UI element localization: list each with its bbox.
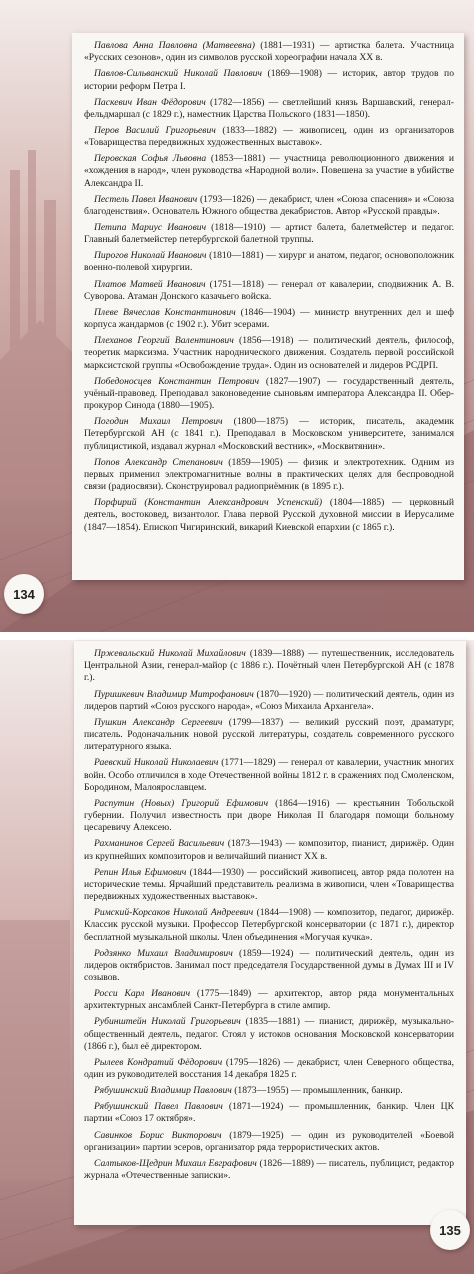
glossary-entry [84, 125, 454, 149]
person-name: Пуришкевич Владимир Митрофанович [94, 688, 254, 700]
person-name: Римский-Корсаков Николай Андреевич [94, 907, 254, 919]
person-description: (1871—1924) — промышленник, банкир. Член ЦК партии «Союз 17 октября». [84, 1101, 455, 1125]
person-description: (1873—1943) — композитор, пианист, дирижёр. Один из крупнейших композиторов и величайший пианист XX в. [84, 838, 454, 862]
glossary-entry [84, 717, 454, 754]
glossary-entry [84, 97, 454, 121]
glossary-entry [84, 798, 454, 835]
person-name: Репин Илья Ефимович [94, 866, 187, 878]
person-name: Плеве Вячеслав Константинович [94, 306, 236, 318]
person-name: Порфирий (Константин Александрович Успенский) [94, 497, 323, 509]
person-description: (1870—1920) — политический деятель, один из лидеров партий «Союз русского народа», «Союз Михаила Архангела». [84, 688, 454, 712]
person-name: Распутин (Новых) Григорий Ефимович [94, 797, 269, 809]
glossary-entry [84, 376, 454, 413]
glossary-entry [84, 68, 454, 92]
person-name: Перов Василий Григорьевич [94, 124, 216, 136]
person-description: (1881—1931) — артистка балета. Участница «Русских сезонов», один из символов русской хореографии начала XX в. [84, 40, 454, 64]
person-description: (1839—1888) — путешественник, исследователь Центральной Азии, генерал-майор (с 1886 г.). Почётный член Петербургской АН (с 1878 г.). [84, 648, 455, 684]
glossary-entry [84, 307, 454, 331]
glossary-entry [84, 335, 454, 372]
glossary-entry [84, 1057, 454, 1081]
person-name: Пушкин Александр Сергеевич [94, 716, 223, 728]
person-description: (1859—1924) — политический деятель, один из лидеров октябристов. Занимал пост председателя Государственной думы в Думах III и IV созывов. [84, 947, 454, 983]
person-description: (1856—1918) — политический деятель, философ, теоретик марксизма. Участник народнического движения. Создатель первой российской марксистской группы «Освобождение труда». Один из основателей и лидеров РСДРП. [84, 335, 454, 371]
person-name: Рылеев Кондратий Фёдорович [94, 1056, 223, 1068]
page-gap [0, 632, 474, 640]
person-description: (1859—1905) — физик и электротехник. Одним из первых применил электромагнитные волны в практических целях для беспроводной связи (радиосвязи). Сконструировал радиоприёмник (в 1895 г.). [84, 456, 454, 493]
glossary-entry [84, 867, 454, 904]
person-description: (1751—1818) — генерал от кавалерии, сподвижник А. В. Суворова. Атаман Донского казачьего войска. [84, 278, 454, 302]
person-description: (1853—1881) — участница революционного движения и «хождения в народ», член руководства «Народной воли». Повешена за участие в убийстве Александра II. [84, 153, 454, 189]
glossary-entry [84, 689, 454, 713]
person-description: (1775—1849) — архитектор, автор ряда монументальных архитектурных ансамблей Санкт-Петербурга в стиле ампир. [84, 988, 454, 1012]
person-name: Павлов-Сильванский Николай Павлович [94, 68, 262, 80]
person-description: (1835—1881) — пианист, дирижёр, музыкально-общественный деятель, педагог. Стоял у истоков основания Московской консерватории (1866 г.), был её директором. [84, 1016, 454, 1052]
person-description: (1793—1826) — декабрист, член «Союза спасения» и «Союза благоденствия». Основатель Южного общества декабристов. Автор «Русской правды». [84, 193, 454, 217]
person-name: Савинков Борис Викторович [94, 1129, 222, 1141]
glossary-list-135 [84, 648, 454, 1186]
person-description: (1869—1908) — историк, автор трудов по истории реформ Петра I. [84, 68, 454, 92]
person-name: Плеханов Георгий Валентинович [94, 335, 234, 347]
person-name: Платов Матвей Иванович [94, 278, 206, 290]
person-name: Росси Карл Иванович [94, 988, 191, 1000]
person-description: (1864—1916) — крестьянин Тобольской губернии. Получил известность при дворе Николая II благодаря помощи больному цесаревичу Алексею. [84, 797, 455, 834]
glossary-entry [84, 1085, 454, 1097]
person-description: (1846—1904) — министр внутренних дел и шеф корпуса жандармов (с 1902 г.). Убит эсерами. [84, 306, 454, 331]
person-description: (1810—1881) — хирург и анатом, педагог, основоположник военно-полевой хирургии. [84, 250, 454, 274]
person-description: (1873—1955) — промышленник, банкир. [231, 1085, 403, 1097]
person-description: (1800—1875) — историк, писатель, академик Петербургской АН (с 1841 г.). Преподавал в Московском университете, занимался публицистикой, издавал журнал «Московский вестник», «Москвитянин». [84, 416, 454, 452]
person-name: Пестель Павел Иванович [94, 193, 198, 205]
person-name: Родзянко Михаил Владимирович [94, 947, 233, 959]
person-description: (1844—1930) — российский живописец, автор ряда полотен на исторические темы. Ярчайший представитель реализма в живописи, член «Товарищества передвижных художественных выставок». [84, 866, 454, 902]
glossary-entry [84, 838, 454, 862]
person-description: (1795—1826) — декабрист, член Северного общества, один из руководителей восстания 14 декабря 1825 г. [84, 1056, 454, 1081]
person-description: (1771—1829) — генерал от кавалерии, участник многих войн. Особо отличился в ходе Отечественной войны 1812 г. в сражениях под Смоленском, Бородином, Малоярославцем. [84, 757, 454, 793]
glossary-entry [84, 1158, 454, 1182]
glossary-entry [84, 416, 454, 453]
person-name: Рябушинский Владимир Павлович [94, 1085, 232, 1097]
person-description: (1804—1885) — церковный деятель, востоковед, византолог. Глава первой Русской духовной миссии в Иерусалиме (1847—1854). Епископ Чигиринский, викарий Киевской епархии (с 1865 г.). [84, 497, 454, 533]
person-description: (1833—1882) — живописец, один из организаторов «Товарищества передвижных художественных выставок». [84, 124, 454, 149]
person-description: (1799—1837) — великий русский поэт, драматург, писатель. Родоначальник новой русской литературы, создатель современного русского литературного языка. [84, 716, 454, 753]
person-description: (1818—1910) — артист балета, балетмейстер и педагог. Главный балетмейстер петербургской балетной труппы. [84, 221, 454, 246]
person-name: Перовская Софья Львовна [94, 153, 207, 165]
glossary-entry [84, 648, 454, 685]
person-name: Петипа Мариус Иванович [94, 221, 207, 233]
person-name: Паскевич Иван Фёдорович [94, 96, 206, 108]
person-name: Попов Александр Степанович [94, 456, 223, 468]
glossary-entry [84, 757, 454, 794]
glossary-entry [84, 222, 454, 246]
glossary-entry [84, 457, 454, 494]
glossary-entry [84, 194, 454, 218]
glossary-entry [84, 907, 454, 944]
person-name: Пржевальский Николай Михайлович [94, 648, 246, 659]
glossary-entry [84, 948, 454, 985]
page-number-134: 134 [4, 574, 44, 614]
person-name: Рубинштейн Николай Григорьевич [94, 1016, 241, 1028]
glossary-list-134 [84, 40, 454, 538]
person-description: (1844—1908) — композитор, педагог, дирижёр. Классик русской музыки. Профессор Петербургской консерватории (с 1871 г.), директор бесплатной музыкальной школы. Член объединения «Могучая кучка». [84, 907, 454, 943]
glossary-entry [84, 1130, 454, 1154]
glossary-entry [84, 40, 454, 64]
glossary-entry [84, 250, 454, 274]
person-description: (1827—1907) — государственный деятель, учёный-правовед. Преподавал законоведение сыновьям императора Александра II. Обер-прокурор Синода (1880—1905). [84, 375, 454, 412]
person-name: Победоносцев Константин Петрович [94, 375, 260, 387]
page-number-135: 135 [430, 1210, 470, 1250]
person-name: Рахманинов Сергей Васильевич [94, 838, 225, 850]
person-name: Рябушинский Павел Павлович [94, 1101, 223, 1113]
person-name: Погодин Михаил Петрович [94, 416, 223, 428]
person-name: Салтыков-Щедрин Михаил Евграфович [94, 1157, 257, 1169]
glossary-entry [84, 988, 454, 1012]
glossary-entry [84, 1016, 454, 1053]
person-description: (1782—1856) — светлейший князь Варшавский, генерал-фельдмаршал (с 1829 г.), наместник Царства Польского (1831—1850). [84, 96, 454, 120]
person-name: Павлова Анна Павловна (Матвеевна) [94, 40, 255, 51]
person-description: (1879—1925) — один из руководителей «Боевой организации» партии эсеров, организатор ряда террористических актов. [84, 1129, 454, 1153]
person-description: (1826—1889) — писатель, публицист, редактор журнала «Отечественные записки». [84, 1157, 454, 1182]
person-name: Пирогов Николай Иванович [94, 250, 207, 262]
glossary-entry [84, 1101, 454, 1125]
glossary-entry [84, 279, 454, 303]
person-name: Раевский Николай Николаевич [94, 757, 219, 769]
glossary-entry [84, 153, 454, 190]
glossary-entry [84, 497, 454, 534]
